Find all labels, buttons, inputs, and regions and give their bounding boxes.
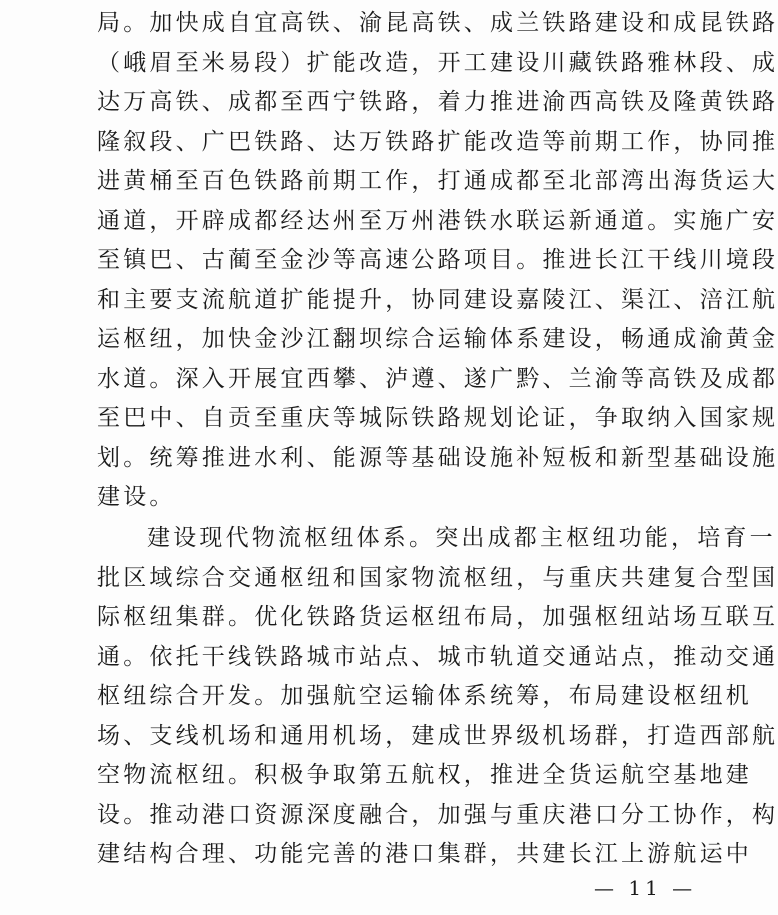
text-line: 运枢纽，加快金沙江翻坝综合运输体系建设，畅通成渝黄金 [97, 326, 778, 352]
text-line: 建结构合理、功能完善的港口集群，共建长江上游航运中 [97, 841, 752, 867]
paragraph-railway-projects [97, 4, 778, 518]
text-line: 批区域综合交通枢纽和国家物流枢纽，与重庆共建复合型国 [97, 564, 778, 591]
text-line: 至巴中、自贡至重庆等城际铁路规划论证，争取纳入国家规 [97, 405, 778, 431]
text-line: 划。统筹推进水利、能源等基础设施补短板和新型基础设施 [97, 444, 778, 471]
text-line: 通。依托干线铁路城市站点、城市轨道交通站点，推动交通 [97, 643, 778, 670]
text-line: （峨眉至米易段）扩能改造，开工建设川藏铁路雅林段、成 [97, 49, 778, 76]
text-line: 际枢纽集群。优化铁路货运枢纽布局，加强枢纽站场互联互 [97, 604, 778, 630]
text-line: 场、支线机场和通用机场，建成世界级机场群，打造西部航 [97, 722, 778, 749]
text-line: 空物流枢纽。积极争取第五航权，推进全货运航空基地建 [97, 762, 752, 788]
text-line: 至镇巴、古蔺至金沙等高速公路项目。推进长江干线川境段 [97, 247, 778, 273]
page-number: — 11 — [594, 876, 697, 900]
paragraph-logistics-hub [97, 519, 778, 875]
text-line: 达万高铁、成都至西宁铁路，着力推进渝西高铁及隆黄铁路 [97, 89, 778, 115]
text-line: 建设。 [97, 484, 176, 510]
text-line: 局。加快成自宜高铁、渝昆高铁、成兰铁路建设和成昆铁路 [97, 10, 778, 36]
text-line: 隆叙段、广巴铁路、达万铁路扩能改造等前期工作，协同推 [97, 128, 778, 155]
text-line: 枢纽综合开发。加强航空运输体系统筹，布局建设枢纽机 [97, 683, 752, 709]
text-line: 进黄桶至百色铁路前期工作，打通成都至北部湾出海货运大 [97, 168, 778, 194]
text-line: 水道。深入开展宜西攀、泸遵、遂广黔、兰渝等高铁及成都 [97, 365, 778, 392]
text-line: 通道，开辟成都经达州至万州港铁水联运新通道。实施广安 [97, 207, 778, 234]
text-line: 和主要支流航道扩能提升，协同建设嘉陵江、渠江、涪江航 [97, 286, 778, 313]
text-line: 建设现代物流枢纽体系。突出成都主枢纽功能，培育一 [147, 525, 776, 551]
text-line: 设。推动港口资源深度融合，加强与重庆港口分工协作，构 [97, 801, 778, 828]
